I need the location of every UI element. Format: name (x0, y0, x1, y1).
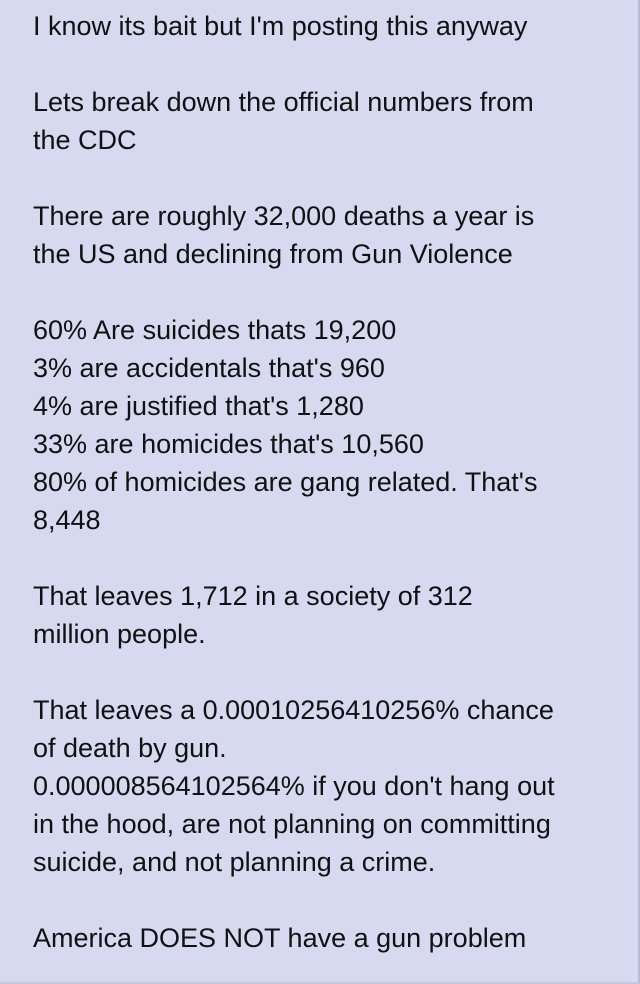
text-line: That leaves a 0.00010256410256% chance (33, 695, 554, 725)
text-line: 33% are homicides that's 10,560 (33, 429, 424, 459)
text-line: That leaves 1,712 in a society of 312 (33, 581, 473, 611)
text-line: 80% of homicides are gang related. That's (33, 467, 538, 497)
text-line: There are roughly 32,000 deaths a year is (33, 201, 535, 231)
text-line: 3% are accidentals that's 960 (33, 353, 385, 383)
text-line: America DOES NOT have a gun problem (33, 923, 527, 953)
text-line: Lets break down the official numbers from (33, 87, 534, 117)
paragraph-conclusion (33, 919, 623, 957)
text-line: million people. (33, 619, 206, 649)
text-line: 60% Are suicides thats 19,200 (33, 315, 397, 345)
paragraph-intro (33, 7, 623, 45)
text-line: I know its bait but I'm posting this anyway (33, 11, 528, 41)
paragraph-deaths (33, 197, 623, 273)
paragraph-cdc (33, 83, 623, 159)
text-line: the US and declining from Gun Violence (33, 239, 513, 269)
paragraph-remaining (33, 577, 623, 653)
paragraph-chance (33, 691, 623, 881)
text-line: 0.000008564102564% if you don't hang out (33, 771, 555, 801)
text-line: of death by gun. (33, 733, 227, 763)
text-line: 4% are justified that's 1,280 (33, 391, 364, 421)
text-line: suicide, and not planning a crime. (33, 847, 436, 877)
text-line: 8,448 (33, 505, 101, 535)
paragraph-breakdown (33, 311, 623, 539)
text-line: the CDC (33, 125, 137, 155)
text-line: in the hood, are not planning on committing (33, 809, 551, 839)
